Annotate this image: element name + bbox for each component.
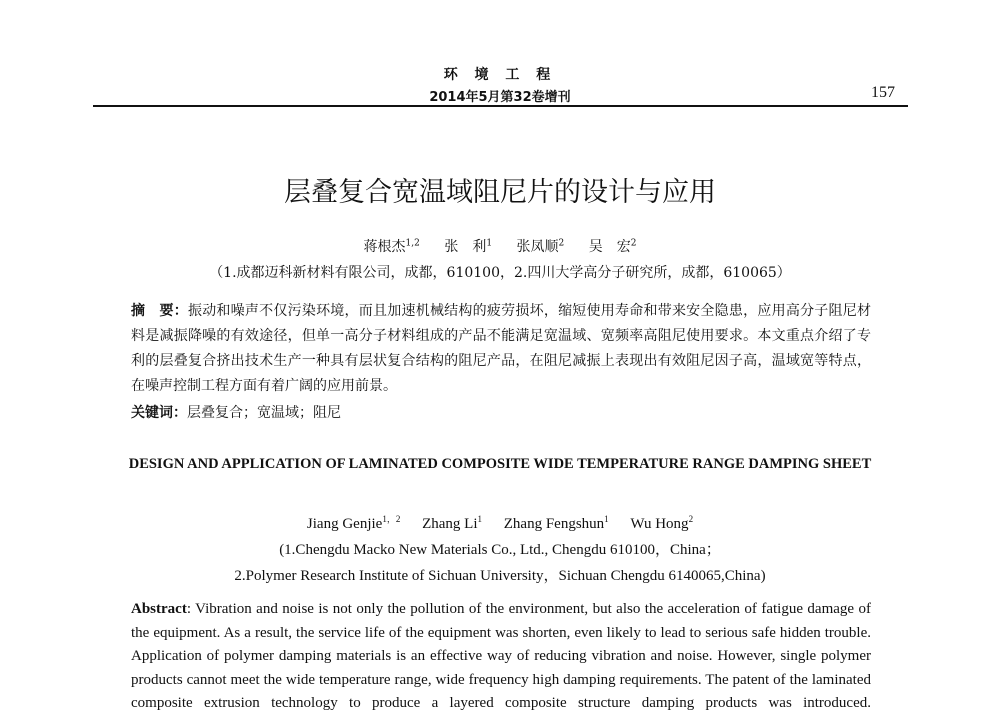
affiliation-en-1: (1.Chengdu Macko New Materials Co., Ltd., Chengdu 610100，China； — [279, 542, 721, 558]
abstract-cn-label: 摘 要： — [131, 303, 188, 319]
issue-info: 2014年5月第32卷增刊 — [429, 90, 571, 105]
affiliation-en-2: 2.Polymer Research Institute of Sichuan University，Sichuan Chengdu 6140065,China) — [234, 568, 766, 584]
journal-name: 环 境 工 程 — [443, 67, 557, 83]
author-cn: 张 利$^1$ — [444, 238, 493, 255]
abstract-en — [131, 598, 871, 716]
author-cn: 张凤顺$^2$ — [516, 238, 565, 255]
keywords-cn-text: 层叠复合；宽温域；阻尼 — [187, 405, 341, 421]
author-cn: 蒋根杰$^{1,2}$ — [363, 238, 420, 255]
author-en: Wu Hong$^2$ — [630, 514, 694, 532]
author-cn: 吴 宏$^2$ — [588, 238, 637, 255]
header-rule — [93, 105, 908, 107]
abstract-en-text: : Vibration and noise is not only the pollution of the environment, but also the acceleration of fatigue damage of the equipment. As a result, the service life of the equipment was shorten, even likely to lead to serious safe hidden trouble. Application of polymer damping materials is an effective way of reducing vibration and noise. However, single polymer products cannot meet the wide temperature range, wide frequency high damping requirements. The patent of the laminated composite extrusion technology to produce a layered composite structure damping products was introduced. — [131, 601, 871, 712]
abstract-cn — [131, 299, 871, 399]
abstract-cn-text: 振动和噪声不仅污染环境，而且加速机械结构的疲劳损坏，缩短使用寿命和带来安全隐患，应用高分子阻尼材料是减振降噪的有效途径，但单一高分子材料组成的产品不能满足宽温域、宽频率高阻尼使用要求。本文重点介绍了专利的层叠复合挤出技术生产一种具有层状复合结构的阻尼产品，在阻尼减振上表现出有效阻尼因子高，温域宽等特点，在噪声控制工程方面有着广阔的应用前景。 — [131, 303, 872, 394]
paper-title-en: DESIGN AND APPLICATION OF LAMINATED COMPOSITE WIDE TEMPERATURE RANGE DAMPING SHEET — [128, 456, 872, 472]
page-number: 157 — [871, 84, 895, 101]
paper-title-cn: 层叠复合宽温域阻尼片的设计与应用 — [284, 177, 716, 208]
author-en: Zhang Li$^1$ — [422, 514, 482, 532]
keywords-cn-label: 关键词： — [131, 405, 187, 421]
author-list-en — [0, 512, 1000, 533]
affiliation-cn: （1.成都迈科新材料有限公司，成都，610100，2.四川大学高分子研究所，成都，610065） — [209, 265, 791, 281]
author-list-cn — [0, 236, 1000, 256]
author-en: Jiang Genjie$^{1,2}$ — [306, 514, 401, 532]
abstract-en-label: Abstract — [131, 601, 187, 617]
keywords-cn — [131, 402, 341, 422]
author-en: Zhang Fengshun$^1$ — [503, 514, 609, 532]
